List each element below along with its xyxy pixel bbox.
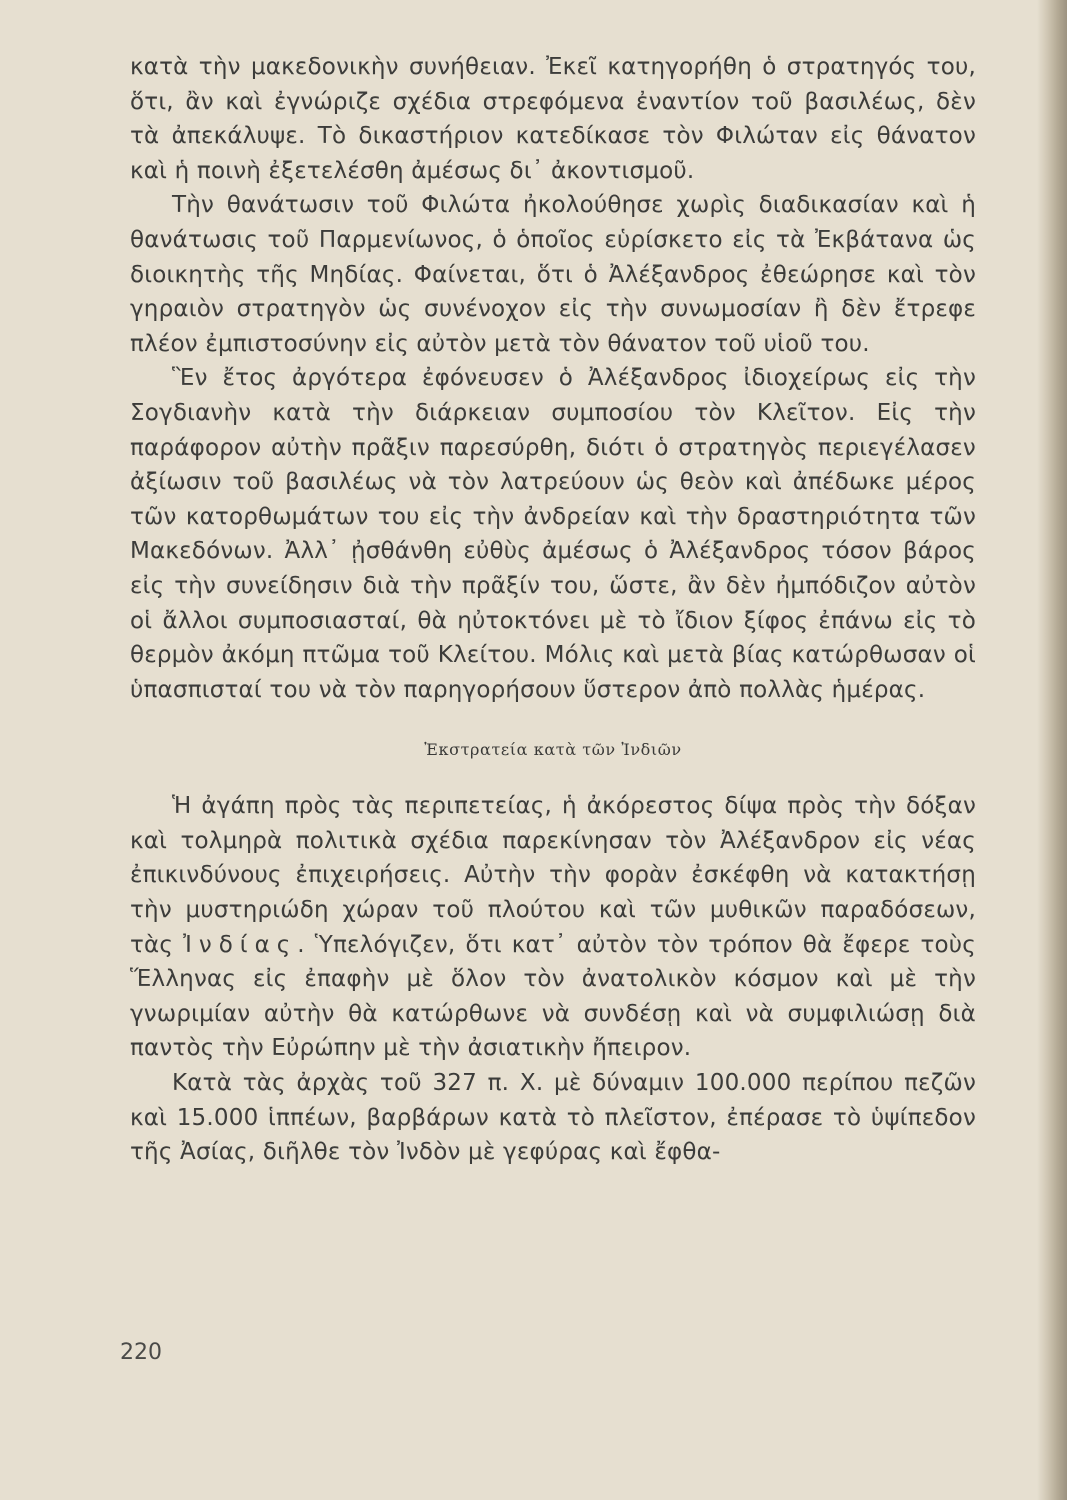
paragraph: Τὴν θανάτωσιν τοῦ Φιλώτα ἠκολούθησε χωρὶς διαδικασίαν καὶ ἡ θανάτωσις τοῦ Παρμενίωνος, ὁ ὁποῖος εὑρίσκετο εἰς τὰ Ἐκβάτανα ὡς διοικητὴς τῆς Μηδίας. Φαίνεται, ὅτι ὁ Ἀλέξανδρος ἐθεώρησε καὶ τὸν γηραιὸν στρατηγὸν ὡς συνένοχον εἰς τὴν συνωμοσίαν ἢ δὲν ἔτρεφε πλέον ἐμπιστοσύνην εἰς αὐτὸν μετὰ τὸν θάνατον τοῦ υἱοῦ του. <box>130 192 976 357</box>
page-body <box>130 50 976 1170</box>
paragraph: κατὰ τὴν μακεδονικὴν συνήθειαν. Ἐκεῖ κατηγορήθη ὁ στρατηγός του, ὅτι, ἂν καὶ ἐγνώριζε σχέδια στρεφόμενα ἐναντίον τοῦ βασιλέως, δὲν τὰ ἀπεκάλυψε. Τὸ δικαστήριον κατεδίκασε τὸν Φιλώταν εἰς θάνατον καὶ ἡ ποινὴ ἐξετελέσθη ἀμέσως δι᾽ ἀκοντισμοῦ. <box>130 54 976 184</box>
paragraph-text: . Ὑπελόγιζεν, ὅτι κατ᾽ αὐτὸν τὸν τρόπον θὰ ἔφερε τοὺς Ἕλληνας εἰς ἐπαφὴν μὲ ὅλον τὸν ἀνατολικὸν κόσμον καὶ μὲ τὴν γνωριμίαν αὐτὴν θὰ κατώρθωνε νὰ συνδέσῃ καὶ νὰ συμφιλιώσῃ διὰ παντὸς τὴν Εὐρώπην μὲ τὴν ἀσιατικὴν ἤπειρον. <box>130 931 976 1062</box>
spaced-word: Ἰνδίας <box>183 931 298 958</box>
section-heading: Ἐκστρατεία κατὰ τῶν Ἰνδιῶν <box>424 740 682 760</box>
page-number: 220 <box>120 1340 162 1365</box>
page-edge <box>1037 0 1067 1500</box>
paragraph <box>130 789 976 1066</box>
paragraph: Κατὰ τὰς ἀρχὰς τοῦ 327 π. Χ. μὲ δύναμιν 100.000 περίπου πεζῶν καὶ 15.000 ἱππέων, βαρβάρων κατὰ τὸ πλεῖστον, ἐπέρασε τὸ ὑψίπεδον τῆς Ἀσίας, διῆλθε τὸν Ἰνδὸν μὲ γεφύρας καὶ ἔφθα- <box>130 1070 976 1166</box>
paragraph: Ἓν ἔτος ἀργότερα ἐφόνευσεν ὁ Ἀλέξανδρος ἰδιοχείρως εἰς τὴν Σογδιανὴν κατὰ τὴν διάρκειαν συμποσίου τὸν Κλεῖτον. Εἰς τὴν παράφορον αὐτὴν πρᾶξιν παρεσύρθη, διότι ὁ στρατηγὸς περιεγέλασεν ἀξίωσιν τοῦ βασιλέως νὰ τὸν λατρεύουν ὡς θεὸν καὶ ἀπέδωκε μέρος τῶν κατορθωμάτων του εἰς τὴν ἀνδρείαν καὶ τὴν δραστηριότητα τῶν Μακεδόνων. Ἀλλ᾽ ᾐσθάνθη εὐθὺς ἀμέσως ὁ Ἀλέξανδρος τόσον βάρος εἰς τὴν συνείδησιν διὰ τὴν πρᾶξίν του, ὥστε, ἂν δὲν ἠμπόδιζον αὐτὸν οἱ ἄλλοι συμποσιασταί, θὰ ηὐτοκτόνει μὲ τὸ ἴδιον ξίφος ἐπάνω εἰς τὸ θερμὸν ἀκόμη πτῶμα τοῦ Κλείτου. Μόλις καὶ μετὰ βίας κατώρθωσαν οἱ ὑπασπισταί του νὰ τὸν παρηγορήσουν ὕστερον ἀπὸ πολλὰς ἡμέρας. <box>130 365 976 703</box>
paragraph-text: Ἡ ἀγάπη πρὸς τὰς περιπετείας, ἡ ἀκόρεστος δίψα πρὸς τὴν δόξαν καὶ τολμηρὰ πολιτικὰ σχέδια παρεκίνησαν τὸν Ἀλέξανδρον εἰς νέας ἐπικινδύνους ἐπιχειρήσεις. Αὐτὴν τὴν φορὰν ἐσκέφθη νὰ κατακτήσῃ τὴν μυστηριώδη χώραν τοῦ πλούτου καὶ τῶν μυθικῶν παραδόσεων, τὰς <box>130 793 976 958</box>
